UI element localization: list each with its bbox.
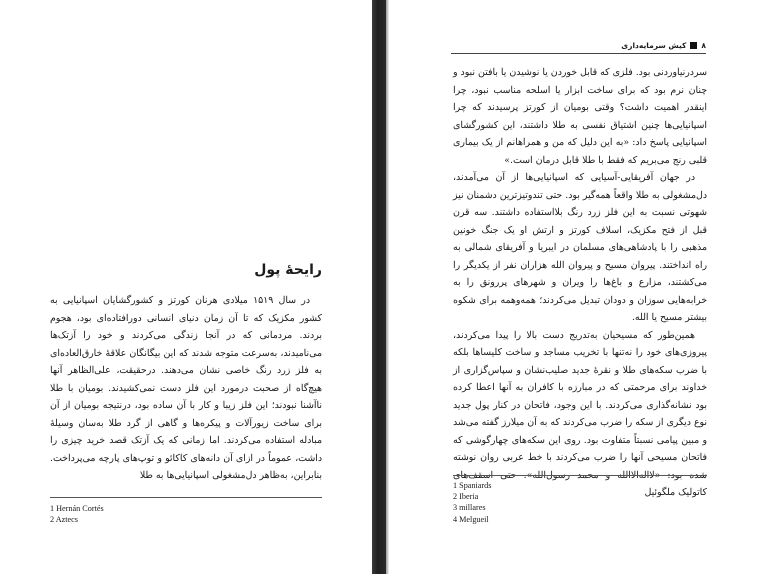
footnote-item: 2 Aztecs [50, 515, 78, 525]
footnote-item: 2 Iberia [453, 492, 479, 502]
right-body-text [453, 64, 707, 502]
left-footnotes [50, 503, 104, 525]
right-paragraph-3: همین‌طور که مسیحیان به‌تدریج دست بالا را پیدا می‌کردند، پیروزی‌های خود را نه‌تنها با تخریب مساجد و ساخت کلیساها بلکه با ضرب سکه‌های طلا و نقرهٔ جدید صلیب‌نشان و سپاس‌گزاری از خداوند برای مرحمتی که در مبارزه با کافران به آنها اعطا کرده بود نشانه‌گذاری می‌کردند. با این وجود، فاتحان در کنار پول جدید نوع دیگری از سکه را ضرب می‌کردند که به آن میلارز گفته می‌شد و مبین پیامی نسبتاً متفاوت بود. روی این سکه‌های چهارگوشی که فاتحان مسیحی آنها را ضرب می‌کردند با خط عربی روان نوشته شده بود: «لااله‌الاالله و محمد رسول‌الله». حتی اسقف‌های کاتولیک ملگوئیل [453, 329, 707, 498]
section-title: رایحهٔ پول [254, 262, 322, 278]
footnote-item: 4 Melgueil [453, 514, 489, 524]
footnote-item: 3 millares [453, 503, 486, 513]
footnote-item: 1 Hernán Cortés [50, 504, 104, 513]
square-bullet-icon [690, 42, 697, 49]
right-footnotes [453, 480, 491, 525]
footnote-item: 1 Spaniards [453, 481, 492, 490]
right-paragraph-2: در جهان آفریقایی-آسیایی که اسپانیایی‌ها از آن می‌آمدند، دل‌مشغولی به طلا واقعاً همه‌گیر بود. حتی تندوتیزترین دشمنان نیز شهوتی نسبت به این فلز زرد رنگ بلااستفاده داشتند. سه قرن قبل از فتح مکزیک، اسلاف کورتز و ارتش او یک جنگ خونین مذهبی را با پادشاهی‌های مسلمان در ایبریا و آفریقای شمالی به راه انداختند. پیروان مسیح و پیروان الله هزاران نفر از یکدیگر را می‌کشتند، مزارع و باغ‌ها را ویران و شهرهای پررونق را به خرابه‌هایی سوزان و دودان تبدیل می‌کردند؛ همه‌وهمه برای شکوه بیشتر مسیح یا الله. [453, 172, 707, 323]
book-spine-gutter [372, 0, 386, 574]
right-footnote-divider [453, 475, 707, 476]
right-paragraph-1: سردرنیاوردنی بود. فلزی که قابل خوردن یا نوشیدن یا بافتن نبود و چنان نرم بود که برای ساخت ابزار یا اسلحه مناسب نبود، چرا اینقدر اهمیت داشت؟ وقتی بومیان از کورتز پرسیدند که چرا اسپانیایی‌ها چنین اشتیاق نفسی به طلا داشتند، این کشورگشای اسپانیایی پاسخ داد: «به این دلیل که من و همراهانم از یک بیماری قلبی رنج می‌بریم که فقط با طلا قابل درمان است.» [453, 67, 707, 166]
left-footnote-divider [50, 497, 322, 498]
left-page [0, 0, 372, 574]
page-number: ۸ [701, 41, 706, 50]
book-title: کیش سرمایه‌داری [621, 41, 687, 50]
running-header [451, 41, 706, 54]
left-paragraph-1: در سال ۱۵۱۹ میلادی هرنان کورتز و کشورگشایان اسپانیایی به کشور مکزیک که تا آن زمان دنیای انسانی دورافتاده‌ای بود، هجوم بردند. مردمانی که در آنجا زندگی می‌کردند و خود را آزتک‌ها می‌نامیدند، به‌سرعت متوجه شدند که این بیگانگان علاقهٔ خارق‌العاده‌ای به فلز زرد رنگ خاصی نشان می‌دهند. درحقیقت، علی‌الظاهر آنها هیچ‌گاه از صحبت درمورد این فلز دست نمی‌کشیدند. بومیان با طلا ناآشنا نبودند؛ این فلز زیبا و کار با آن ساده بود، درنتیجه بومیان از آن برای ساخت زیورآلات و پیکره‌ها و گاهی از گرد طلا به‌سان وسیلهٔ مبادله استفاده می‌کردند. اما زمانی که یک آزتک قصد خرید چیزی را داشت، عموماً در ازای آن دانه‌های کاکائو و توپ‌های پارچه می‌پرداخت. بنابراین، به‌ظاهر دل‌مشغولی اسپانیایی‌ها به طلا [50, 295, 322, 481]
left-body-text [50, 292, 322, 485]
right-page [389, 0, 768, 574]
